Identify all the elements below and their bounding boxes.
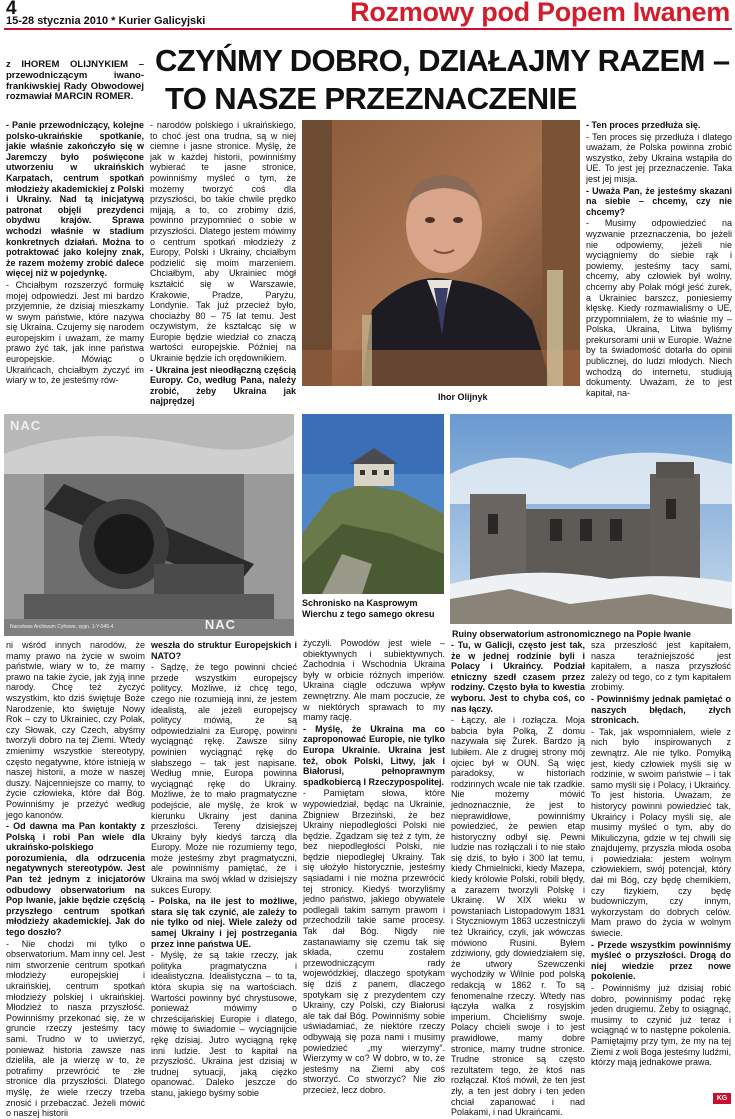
page-header bbox=[4, 0, 732, 30]
paragraph: - Ukraina jest nieodłączną częścią Europy. Co, według Pana, należy zrobić, żeby Ukraina jak najprędzej bbox=[150, 364, 296, 407]
paragraph: - narodów polskiego i ukraińskiego, to choć jest ona trudna, są w niej ciemne i jasne stronice. Myślę, że jak w każdej historii, powinniśmy wybierać te jasne stronice, powinniśmy myśleć o tym, że możemy tworzyć coś dla przyszłości, bo takie chwile prędko mijają, a to, co zrobimy dziś, powinno przypomnieć o sobie w przyszłości. Dlatego jestem mówimy o centrum spotkań młodzieży z Europy, Polski i Ukrainy, chciałbym podzielić się moim marzeniem. Chciałbym, aby Ukrainiec mógł kształcić się w Warszawie, Krakowie, Pradze, Paryżu, Londynie. Tak już przecież było, chociażby 80 – 75 lat temu. Jest oczywistym, że kształcąc się w Europie będzie wiedział co znaczą wartości europejskie. Później na Ukrainie będzie ich orędownikiem. bbox=[150, 120, 296, 364]
paragraph: - Pamiętam słowa, które wypowiedział, będąc na Ukrainie, Zbigniew Brzeziński, że bez Ukrainy niepodległości Polski nie będzie. Zgadzam się też z tym, że bez niepodległości Polski, nie będzie niepodległej Ukrainy. Tak się ułożyło historycznie, jesteśmy sąsiadami i nie można przewrócić tej stronicy. Kiedyś tworzyliśmy jedno państwo, jakiego obywatele podlegali takim samym prawom i przechodzili takie same procesy. Tak dał Bóg. Nigdy nie zastanawiamy się czemu tak się składa, czemu zostałem przewodniczącym rady wojewódzkiej, dlaczego spotykam się dziś z panem, dlaczego spotykam się z prezydentem czy Ukrainy, czy Polski, czy Białorusi ale tak dał Bóg. Powinniśmy sobie uświadamiać, że niektóre rzeczy odbywają się poza nami i musimy powiedzieć „my wierzymy”. Wierzymy w co? W dobro, w to, że jesteśmy na Ziemi aby coś stworzyć. Co stworzyć? Nie zło przecież, lecz dobro. bbox=[303, 788, 445, 1095]
paragraph: - Tak, jak wspomniałem, wiele z nich było inspirowanych z zewnątrz. Ale nie tylko. Pomyłką jest, kiedy człowiek myśli się w rodzinie, w swoim państwie – i tak samo myśli się i Polacy, i Ukraińcy. To jest historia. Uważam, że historycy powinni powiedzieć tak, Ukraińcy i Polacy myśli się, ale musimy myśleć o tym, aby do Mikuliczyna, gdzie w tej chwili się znajdujemy, przyszła młoda osoba i powiedziała: jestem wolnym człowiekiem, swój potencjał, który dał mi Bóg, czy będę chemikiem, czy fizykiem, czy będę budowniczym, czy innym, wykorzystam do dobrych celów. Mam prawo do życia w wolnym świecie. bbox=[591, 726, 731, 939]
paragraph: - Od dawna ma Pan kontakty z Polską i robi Pan wiele dla ukraińsko-polskiego porozumienia, dla odrzucenia negatywnych stereotypów. Jest Pan też jednym z inicjatorów odbudowy obserwatorium na Pop Iwanie, jakie będzie częścią przyszłego centrum spotkań młodzieży akademickiej. Jak do tego doszło? bbox=[6, 821, 145, 938]
paragraph: ni wśród innych narodów, że mamy prawo na życie w swoim państwie, wiary w to, że mamy prawo na takie życie, jak żyją inne narody. Chcę też życzyć wszystkim, kto dziś świętuje Boże Narodzenie, kto świętuje Nowy Rok – czy to Ukrainiec, czy Polak, czy Słowak, czy Czech, abyśmy tworzyli dobro na tej Ziemi. Wtedy zmienimy wszystkie stereotypy, często negatywne, które istnieją w naszej historii, a może w naszej duszy. Najcenniejsze co mamy, to życie człowieka, które dał Bóg. Powinniśmy je przeżyć według jego kanonów. bbox=[6, 640, 145, 820]
paragraph: - Ten proces przedłuża się. bbox=[586, 120, 701, 130]
ruins-photo bbox=[450, 414, 732, 624]
paragraph: sza przeszłość jest kapitałem, nasza teraźniejszość jest kapitałem, a nasza przyszłość zależy od tego, co z tym kapitałem zrobimy. bbox=[591, 640, 731, 693]
paragraph: - Tu, w Galicji, często jest tak, że w jednej rodzinie byli i Polacy i Ukraińcy. Podział etniczny szedł czasem przez rodziny. Często była to kwestia wyboru. Jest to chyba coś, co nas łączy. bbox=[451, 640, 585, 714]
paragraph: - Powinniśmy już dzisiaj robić dobro, powinniśmy podać rękę jeden drugiemu. Żeby to osiągnąć, musimy to czynić już teraz i wciągnąć w to następne pokolenia. Pamiętajmy przy tym, że my na tej Ziemi z woli Boga jesteśmy ludźmi, którzy mają jednakowe prawa. bbox=[591, 983, 731, 1068]
paragraph: życzyli. Powodów jest wiele – obiektywnych i subiektywnych. Zachodnia i Wschodnia Ukraina były w orbicie różnych imperiów. Ukraina ciągle odczuwa wpływ zewnętrzny. Ale mam poczucie, że w niektórych sprawach to my mamy rację. bbox=[303, 638, 445, 723]
archive-note: Narodowe Archiwum Cyfrowe, sygn. 1-Y-045-4 bbox=[10, 624, 114, 630]
column-1-top bbox=[6, 120, 144, 392]
publication-date: 15-28 stycznia 2010 * Kurier Galicyjski bbox=[6, 15, 206, 27]
archive-stamp-bottom: NAC bbox=[204, 617, 236, 632]
archive-stamp-top: NAC bbox=[10, 418, 42, 433]
shelter-caption: Schronisko na Kasprowym Wierchu z tego samego okresu bbox=[302, 598, 435, 619]
archive-telescope-photo bbox=[4, 414, 294, 636]
article-headline bbox=[155, 42, 735, 118]
paragraph: - Przede wszystkim powinniśmy myśleć o przyszłości. Drogą do niej wiedzie przez nowe pokolenie. bbox=[591, 939, 731, 982]
column-2-bottom bbox=[151, 640, 297, 1104]
shelter-photo bbox=[302, 414, 444, 594]
paragraph: - Myślę, że Ukraina ma co zaproponować Europie, nie tylko Europa Ukrainie. Ukraina jest też, obok Polski, Litwy, jak i Białorusi, pełnoprawnym spadkobiercą I Rzeczypospolitej. bbox=[303, 723, 445, 787]
paragraph: - Myślę, że są takie rzeczy, jak polityka pragmatyczna i idealistyczna. Idealistyczna – to ta, która skupia się na wartościach. Wartości powinny być chrystusowe, ponieważ mówimy o chrześcijańskiej Europie i dlatego, mówię to świadomie – wyciągnijcie rękę dzisiaj. Jutro wyciągną rękę inni ludzie. Jest to kapitał na przyszłość. Ukraina jest dzisiaj w trudnej sytuacji, jaką ciężko opanować. Daleko jeszcze do stanu, jakiego byśmy sobie bbox=[151, 950, 297, 1098]
ruins-caption: Ruiny obserwatorium astronomicznego na Popie Iwanie bbox=[452, 629, 692, 639]
paragraph: weszła do struktur Europejskich i NATO? bbox=[151, 640, 297, 661]
paragraph: - Uważa Pan, że jesteśmy skazani na siebie – chcemy, czy nie chcemy? bbox=[586, 185, 732, 217]
paragraph: - Powinniśmy jednak pamiętać o naszych błędach, złych stronicach. bbox=[591, 693, 731, 726]
article-intro: z IHOREM OLIJNYKIEM – przewodniczącym iwano-frankiwskiej Rady Obwodowej rozmawiał MARCIN ROMER. bbox=[6, 59, 144, 103]
headline-line-1: CZYŃMY DOBRO, DZIAŁAJMY RAZEM – bbox=[155, 43, 730, 78]
column-1-bottom bbox=[6, 640, 145, 1119]
paragraph: - Łączy, ale i rozłącza. Moja babcia była Polką, Z domu nazywała się Żurek. Bardzo ją lubiłem. Ale z drugiej strony mój ojciec był w OUN. Są więc paradoksy, w historiach rodzinnych wcale nie tak rzadkie. Nie możemy mówić jednoznacznie, że jest to nieprawidłowe, powinniśmy powiedzieć, że pewien etap historyczny odbył się. Pewni ludzie nas rozłączali i to nie stało się dziś, to było i 300 lat temu, kiedy Chmielnicki, kiedy Mazepa, kiedy królowie Polski, robili błędy, a zarazem tworzyli Polskę i Ukrainę. W XIX wieku w powstaniach Listopadowym 1831 i Styczniowym 1863 uczestniczyli też Ukraińcy, czyli, jak wówczas mówiono Rusini. Byłem zdziwiony, gdy dowiedziałem się, że utwory Szewczenki wychodziły w Wilnie pod polską redakcją w 1862 r. To są fenomenalne rzeczy. Wtedy nas łączyła walka z rosyjskim imperium. Chcieliśmy swoje. Polacy chcieli swoje i to jest prawidłowe, mamy dobre stronice, mamy trudne stronice. Trudne stronice są często rezultatem tego, że ktoś nas rozłączał. Ktoś mówił, że ten jest zły, a ten jest dobry i ten jeden chciał zapanować i nad Polakami, i nad Ukraińcami. bbox=[451, 715, 585, 1118]
paragraph: - Musimy odpowiedzieć na wyzwanie przeznaczenia, bo jeżeli nie odpowiemy, jeżeli nie wyciągniemy do siebie rąk i powiemy, jesteśmy tacy sami, chcemy, aby człowiek był wolny, chcemy aby Polak mógł jeść żurek, a Ukrainiec barszcz, poniesiemy klęskę. Kiedy rozmawialiśmy o UE, przypomniałem, że to właśnie my – Polska, Ukraina, Litwa byliśmy prekursorami unii w Europie. Ważne by ta świadomość dotarła do opinii publicznej, do ludzi młodych. Niech wchodzą do internetu, studiują dokumenty. Uważam, że to jest kapitał, na- bbox=[586, 218, 732, 398]
column-2-top bbox=[150, 120, 296, 407]
paragraph: - Panie przewodniczący, kolejne polsko-ukraińskie spotkanie, jakie właśnie zakończyło się w Jaremczy było poświęcone utworzeniu w ukraińskich Karpatach, centrum spotkań młodzieży akademickiej z Polski i Ukrainy. Nad tą inicjatywą patronat objęli prezydenci obydwu krajów. Sprawa wchodzi właśnie w stadium konkretnych działań. Można to potraktować jako kolejny znak, że razem możemy zrobić dalece więcej niż w pojedynkę. bbox=[6, 120, 144, 279]
headline-line-2: TO NASZE PRZEZNACZENIE bbox=[165, 81, 577, 116]
paragraph: - Ten proces się przedłuża i dlatego uważam, że Polska powinna zrobić wszystko, żeby Ukraina wstąpiła do UE. To jest jej przeznaczenie. Taka jest jej misja. bbox=[586, 131, 732, 184]
section-title: Rozmowy pod Popem Iwanem bbox=[350, 0, 730, 27]
column-3-bottom bbox=[303, 638, 445, 1104]
column-4-top bbox=[586, 120, 732, 412]
page-number: 4 bbox=[6, 0, 17, 19]
paragraph: - Sądzę, że tego powinni chcieć przede wszystkim europejscy politycy. Możliwe, iż chcę tego, czego nie rozumieją inni, że jestem idealistą, ale jeżeli europejscy politycy mówią, że są odpowiedzialni za Europę, powinni wyciągnąć rękę. Zawsze silny powinien wyciągnąć rękę do słabszego – tak jest napisane. Według mnie, Europa powinna wyciągnąć rękę do Ukrainy. Możliwe, że to mało pragmatyczne podejście, ale myślę, że krok w kierunku Ukrainy jest danina przeszłości. Tereny dzisiejszej Ukrainy były kiedyś tarczą dla Europy. Może nie rozumiemy tego, może jesteśmy zbyt pragmatyczni, ale powinniśmy pamiętać, że i Ukraina ma swój wkład w dzisiejszy sukces Europy. bbox=[151, 662, 297, 895]
portrait-caption: Ihor Olijnyk bbox=[438, 392, 488, 402]
paragraph: - Polska, na ile jest to możliwe, stara się tak czynić, ale zależy to nie tylko od niej. Wiele zależy od samej Ukrainy i jej postrzegania przez inne państwa UE. bbox=[151, 896, 297, 949]
portrait-photo bbox=[302, 120, 580, 386]
paragraph: - Nie chodzi mi tylko o obserwatorium. Mam inny cel. Jest nim stworzenie centrum spotkań młodzieży europejskiej i ukraińskiej, centrum spotkań młodzieży polskiej i ukraińskiej. Młodzież to nasza przyszłość. Powinniśmy przekonać się, że w gruncie rzeczy jesteśmy tacy sami. Trudno w to uwierzyć, ponieważ historia zawsze nas dzieliła, ale ja wierzę w to, że potrafimy przewrócić te złe stronice dla przyszłości. Dlatego myślę, że wiele rzeczy trzeba znosić i przebaczać. Jeżeli mówić o naszej historii bbox=[6, 938, 145, 1119]
publisher-logo: KG bbox=[713, 1093, 731, 1104]
paragraph: - Chciałbym rozszerzyć formułę mojej odpowiedzi. Jest mi bardzo przyjemnie, że dzisiaj mieszkamy w swym państwie, które nazywa się Ukraina. Czujemy się narodem europejskim i uważam, że mamy prawo żyć tak, jak inne państwa europejskie. Mówiąc o Ukraińcach, chciałbym życzyć im wiary w to, że jesteśmy rów- bbox=[6, 279, 144, 386]
column-4-bottom bbox=[451, 640, 585, 1118]
column-5-bottom bbox=[591, 640, 731, 1092]
